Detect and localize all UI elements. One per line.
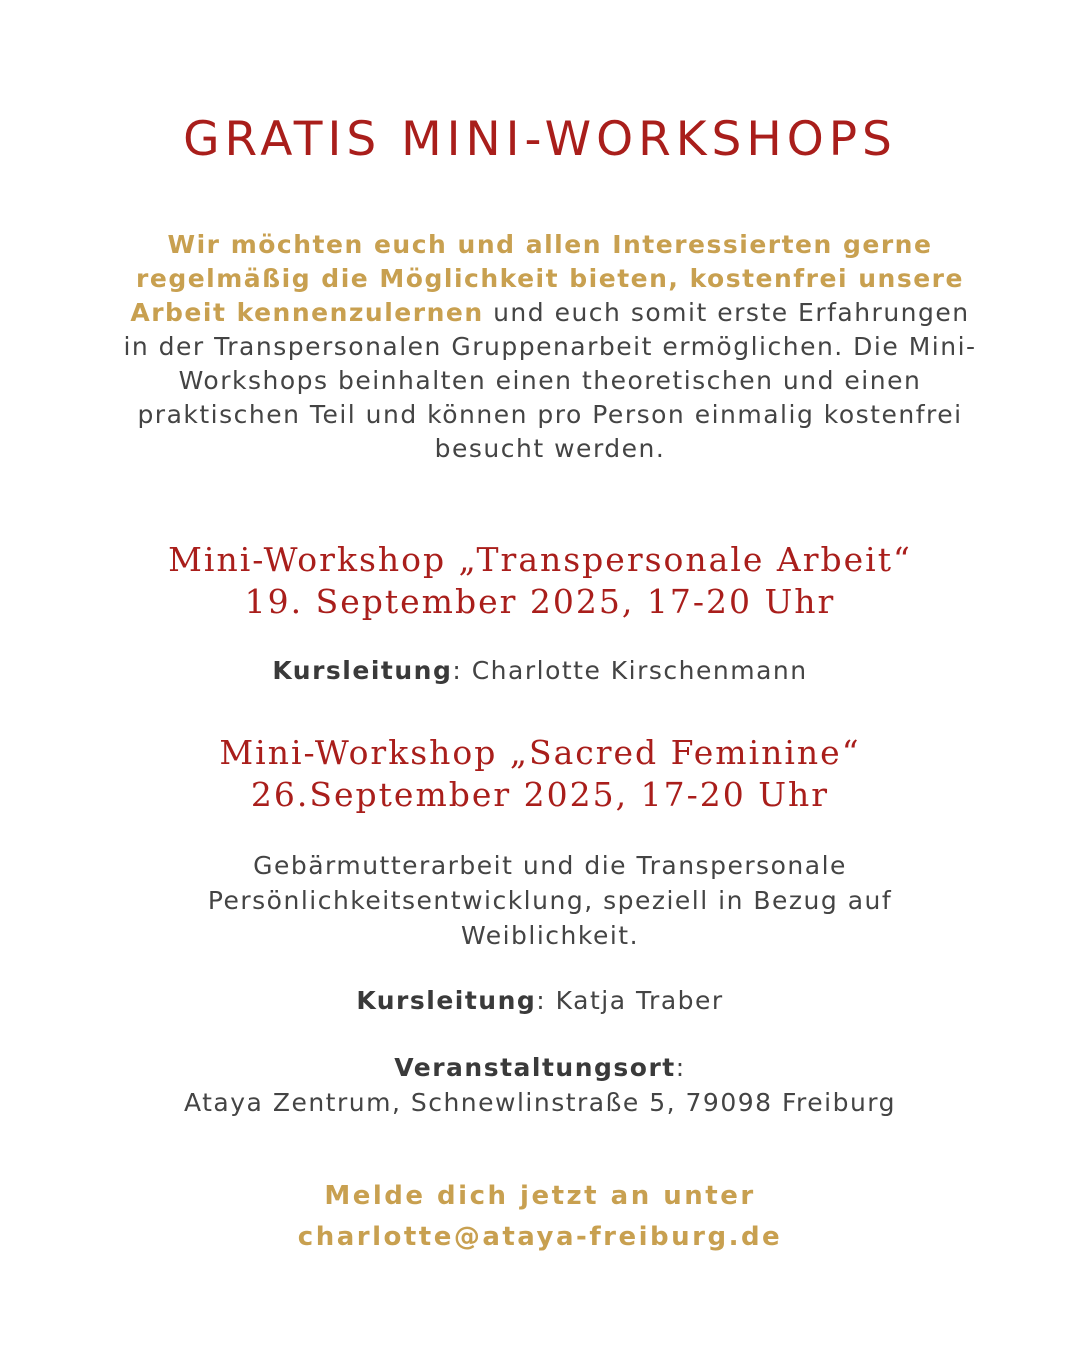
workshop-2-lead-separator: :	[536, 986, 556, 1015]
workshop-2-lead-name: Katja Traber	[555, 986, 724, 1015]
signup-text: Melde dich jetzt an unter	[324, 1181, 756, 1211]
workshop-1-lead	[0, 653, 1080, 688]
workshop-2-lead-label: Kursleitung	[356, 986, 537, 1015]
signup-cta	[0, 1176, 1080, 1258]
workshop-2-description: Gebärmutterarbeit und die Transpersonale Persönlichkeitsentwicklung, speziell in Bezug auf Weiblichkeit.	[207, 851, 893, 950]
workshop-2-date: 26.September 2025, 17-20 Uhr	[250, 775, 830, 814]
venue-label: Veranstaltungsort	[394, 1053, 676, 1082]
intro-highlight: Wir möchten euch und allen Interessierten gerne regelmäßig die Möglichkeit bieten, kostenfrei unsere Arbeit kennenzulernen	[130, 230, 964, 327]
workshop-2-heading	[0, 732, 1080, 816]
workshop-1-date: 19. September 2025, 17-20 Uhr	[244, 582, 836, 621]
workshop-1-lead-name: Charlotte Kirschenmann	[471, 656, 808, 685]
venue-separator: :	[675, 1053, 686, 1082]
workshop-2-lead	[0, 983, 1080, 1018]
workshop-1-title: Mini-Workshop „Transpersonale Arbeit“	[168, 540, 912, 579]
signup-email-link[interactable]: charlotte@ataya-freiburg.de	[297, 1222, 783, 1252]
intro-paragraph	[120, 228, 980, 466]
venue-block	[0, 1050, 1080, 1120]
workshop-2-title: Mini-Workshop „Sacred Feminine“	[219, 733, 861, 772]
workshop-1-heading	[0, 539, 1080, 623]
workshop-1-lead-separator: :	[452, 656, 472, 685]
venue-address: Ataya Zentrum, Schnewlinstraße 5, 79098 Freiburg	[183, 1088, 897, 1117]
venue-label-line	[0, 1050, 1080, 1085]
page-title: GRATIS MINI-WORKSHOPS	[183, 112, 897, 167]
workshop-1-lead-label: Kursleitung	[272, 656, 453, 685]
intro-body: und euch somit erste Erfahrungen in der Transpersonalen Gruppenarbeit ermöglichen. Die Mini-Workshops beinhalten einen theoretischen und einen praktischen Teil und können pro Person einmalig kostenfrei besucht werden.	[123, 298, 977, 463]
